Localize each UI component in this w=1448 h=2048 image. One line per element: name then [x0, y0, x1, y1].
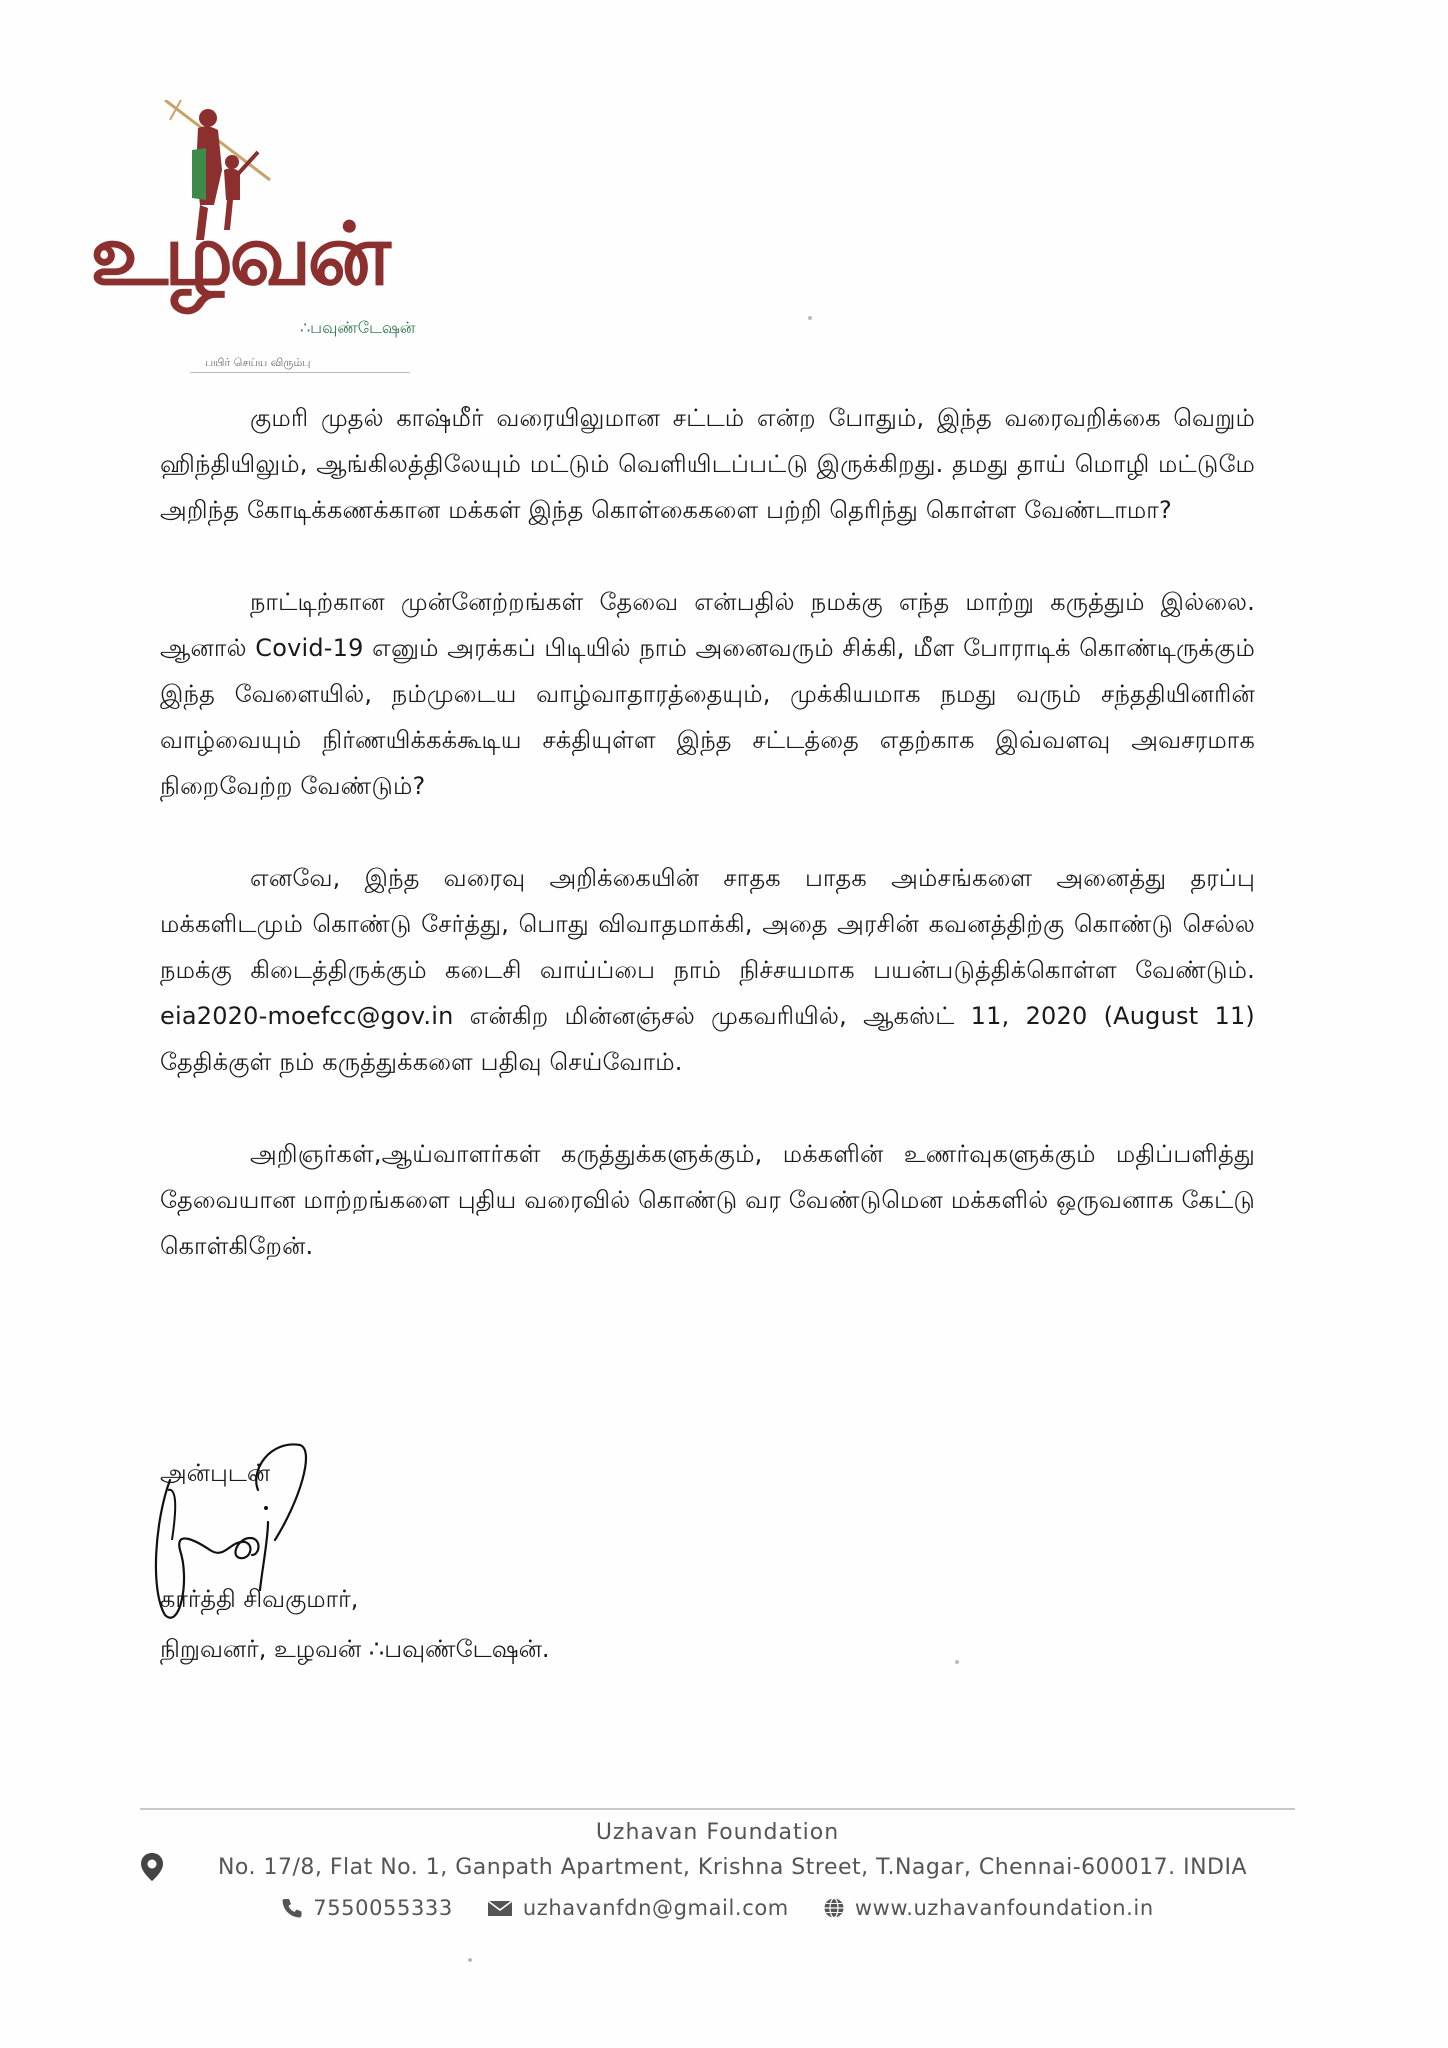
footer-organization: Uzhavan Foundation [595, 1820, 840, 1845]
signatory-title: நிறுவனர், உழவன் ∴பவுண்டேஷன். [160, 1635, 550, 1663]
salutation: அன்புடன் [160, 1459, 271, 1487]
logo-divider [190, 372, 410, 373]
footer-contacts [140, 1888, 1295, 1928]
logo-wordmark: உழவன் [90, 205, 387, 305]
mail-icon [487, 1897, 513, 1919]
letter-body [160, 395, 1255, 1315]
paragraph-4: அறிஞர்கள்,ஆய்வாளர்கள் கருத்துக்களுக்கும், மக்களின் உணர்வுகளுக்கும் மதிப்பளித்து தேவையான மாற்றங்களை புதிய வரைவில் கொண்டு வர வேண்டுமென மக்களில் ஒருவனாக கேட்டு கொள்கிறேன். [160, 1140, 1255, 1260]
scan-speck [468, 1958, 472, 1962]
footer-address: No. 17/8, Flat No. 1, Ganpath Apartment, Krishna Street, T.Nagar, Chennai-600017. INDIA [217, 1855, 1248, 1880]
logo-subtitle: ∴பவுண்டேஷன் [300, 318, 416, 337]
footer-phone: 7550055333 [313, 1896, 453, 1920]
scan-speck [955, 1660, 959, 1664]
scan-speck [808, 316, 812, 320]
signatory-name: கார்த்தி சிவகுமார், [160, 1585, 359, 1613]
paragraph-3: எனவே, இந்த வரைவு அறிக்கையின் சாதக பாதக அம்சங்களை அனைத்து தரப்பு மக்களிடமும் கொண்டு சேர்த்து, பொது விவாதமாக்கி, அதை அரசின் கவனத்திற்கு கொண்டு செல்ல நமக்கு கிடைத்திருக்கும் கடைசி வாய்ப்பை நாம் நிச்சயமாக பயன்படுத்திக்கொள்ள வேண்டும். eia2020-moefcc@gov.in என்கிற மின்னஞ்சல் முகவரியில், ஆகஸ்ட் 11, 2020 (August 11) தேதிக்குள் நம் கருத்துக்களை பதிவு செய்வோம். [160, 864, 1255, 1076]
phone-icon [281, 1897, 303, 1919]
logo-tagline: பயிர் செய்ய விரும்பு [205, 356, 311, 369]
paragraph-2: நாட்டிற்கான முன்னேற்றங்கள் தேவை என்பதில் நமக்கு எந்த மாற்று கருத்தும் இல்லை. ஆனால் Covid-19 எனும் அரக்கப் பிடியில் நாம் அனைவரும் சிக்கி, மீள போராடிக் கொண்டிருக்கும் இந்த வேளையில், நம்முடைய வாழ்வாதாரத்தையும், முக்கியமாக நமது வரும் சந்ததியினரின் வாழ்வையும் நிர்ணயிக்கக்கூடிய சக்தியுள்ள இந்த சட்டத்தை எதற்காக இவ்வளவு அவசரமாக நிறைவேற்ற வேண்டும்? [160, 588, 1255, 800]
footer-phone-item [281, 1888, 453, 1928]
paragraph-1: குமரி முதல் காஷ்மீர் வரையிலுமான சட்டம் என்ற போதும், இந்த வரைவறிக்கை வெறும் ஹிந்தியிலும், ஆங்கிலத்திலேயும் மட்டும் வெளியிடப்பட்டு இருக்கிறது. தமது தாய் மொழி மட்டுமே அறிந்த கோடிக்கணக்கான மக்கள் இந்த கொள்கைகளை பற்றி தெரிந்து கொள்ள வேண்டாமா? [160, 404, 1255, 524]
footer-address-row [140, 1850, 1295, 1886]
handwritten-signature [150, 1430, 390, 1640]
footer-website: www.uzhavanfoundation.in [854, 1896, 1154, 1920]
letterhead-footer [140, 1818, 1295, 1928]
globe-icon [823, 1897, 845, 1919]
footer-divider [140, 1808, 1295, 1810]
footer-email-item [487, 1888, 789, 1928]
location-pin-icon [140, 1852, 164, 1882]
footer-website-item [823, 1888, 1154, 1928]
footer-email: uzhavanfdn@gmail.com [522, 1896, 789, 1920]
